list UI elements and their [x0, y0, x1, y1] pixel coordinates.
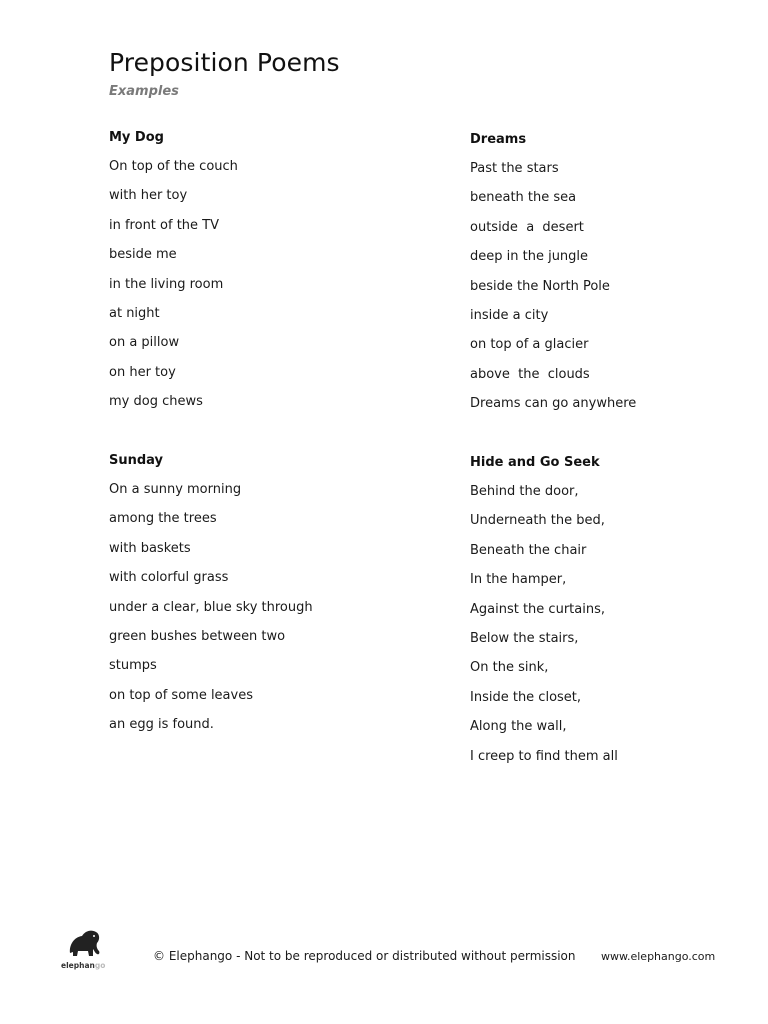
- poem-line: with baskets: [109, 540, 191, 556]
- poem-line: Beneath the chair: [470, 542, 587, 558]
- poem-line: On the sink,: [470, 660, 549, 676]
- footer-copyright: © Elephango - Not to be reproduced or distributed without permission: [153, 949, 576, 963]
- poem-line: beside me: [109, 247, 177, 263]
- page-title: Preposition Poems: [109, 48, 340, 77]
- poem-title: Sunday: [109, 453, 164, 468]
- poem-line: in front of the TV: [109, 217, 220, 233]
- poem-line: inside a city: [470, 307, 549, 323]
- poem-title: Hide and Go Seek: [470, 455, 600, 470]
- poem-line: stumps: [109, 658, 157, 674]
- poem-line: on a pillow: [109, 335, 180, 351]
- poem-title: My Dog: [109, 130, 164, 145]
- poem-line: On a sunny morning: [109, 482, 242, 497]
- poem-sunday: [109, 453, 313, 747]
- poem-lines: [109, 159, 238, 424]
- footer-url[interactable]: www.elephango.com: [601, 950, 716, 963]
- poem-line: deep in the jungle: [470, 249, 589, 265]
- poem-dreams: [470, 132, 636, 426]
- poem-line: Inside the closet,: [470, 689, 582, 705]
- svg-text:elephango: elephango: [61, 961, 106, 970]
- poem-line: Dreams can go anywhere: [470, 396, 637, 412]
- poem-line: outside a desert: [470, 219, 584, 235]
- poem-line: Against the curtains,: [470, 601, 605, 617]
- poem-line: I creep to find them all: [470, 748, 618, 764]
- poem-my-dog: [109, 130, 238, 424]
- poem-line: my dog chews: [109, 394, 203, 410]
- poem-line: with her toy: [109, 188, 188, 204]
- poem-line: under a clear, blue sky through: [109, 599, 313, 615]
- poem-line: Along the wall,: [470, 719, 567, 735]
- poem-line: Past the stars: [470, 161, 559, 176]
- poem-line: on top of some leaves: [109, 687, 253, 703]
- poem-line: with colorful grass: [109, 570, 229, 586]
- poem-line: beneath the sea: [470, 190, 577, 206]
- poem-line: an egg is found.: [109, 717, 214, 733]
- poem-line: on top of a glacier: [470, 337, 589, 353]
- poem-line: Underneath the bed,: [470, 513, 605, 529]
- poem-line: above the clouds: [470, 366, 590, 382]
- poem-title: Dreams: [470, 132, 527, 147]
- poem-line: beside the North Pole: [470, 278, 610, 294]
- poem-lines: [470, 484, 618, 778]
- poem-line: On top of the couch: [109, 159, 238, 174]
- poem-hide-and-go-seek: [470, 455, 618, 778]
- poem-lines: [470, 161, 636, 426]
- poem-line: Below the stairs,: [470, 630, 579, 646]
- poem-line: among the trees: [109, 511, 217, 527]
- poem-line: on her toy: [109, 364, 176, 380]
- page-subtitle: Examples: [109, 84, 179, 99]
- poem-line: green bushes between two: [109, 628, 286, 644]
- poem-line: Behind the door,: [470, 484, 579, 499]
- elephant-logo-icon: [60, 922, 106, 972]
- poem-lines: [109, 482, 313, 747]
- poem-line: at night: [109, 305, 160, 321]
- poem-line: in the living room: [109, 276, 224, 292]
- poem-line: In the hamper,: [470, 572, 567, 588]
